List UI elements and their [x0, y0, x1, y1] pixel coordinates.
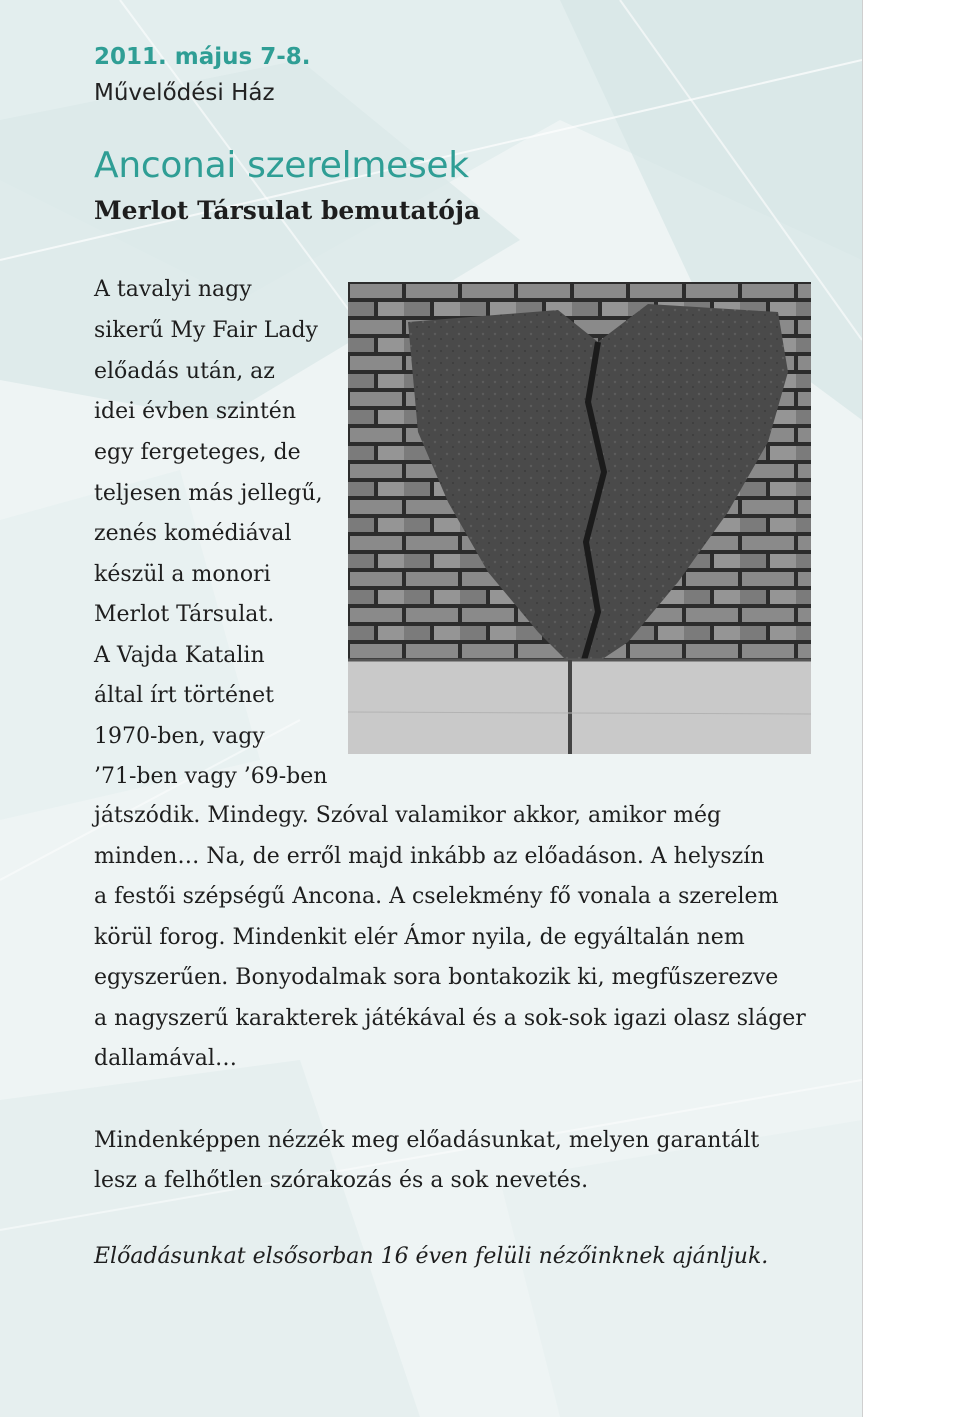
intro-line: ’71-ben vagy ’69-ben	[94, 764, 328, 789]
event-date: 2011. május 7-8.	[94, 44, 311, 70]
closing-line: lesz a felhőtlen szórakozás és a sok nevetés.	[94, 1168, 589, 1193]
intro-line: zenés komédiával	[94, 521, 292, 546]
body-line: a festői szépségű Ancona. A cselekmény fő vonala a szerelem	[94, 884, 779, 909]
intro-line: sikerű My Fair Lady	[94, 318, 318, 343]
intro-line: teljesen más jellegű,	[94, 481, 323, 506]
intro-line: 1970-ben, vagy	[94, 724, 265, 749]
intro-line: idei évben szintén	[94, 399, 296, 424]
brick-wall-photo	[348, 282, 811, 754]
brick-wall-image	[348, 282, 811, 754]
event-subtitle: Merlot Társulat bemutatója	[94, 196, 481, 225]
intro-line: által írt történet	[94, 683, 275, 708]
body-line: körül forog. Mindenkit elér Ámor nyila, de egyáltalán nem	[94, 925, 745, 950]
intro-line: előadás után, az	[94, 359, 275, 384]
body-line: a nagyszerű karakterek játékával és a sok-sok igazi olasz sláger	[94, 1006, 806, 1031]
body-line: egyszerűen. Bonyodalmak sora bontakozik ki, megfűszerezve	[94, 965, 779, 990]
age-recommendation: Előadásunkat elsősorban 16 éven felüli nézőinknek ajánljuk.	[94, 1244, 769, 1269]
intro-line: A tavalyi nagy	[94, 277, 252, 302]
intro-line: készül a monori	[94, 562, 271, 587]
intro-line: A Vajda Katalin	[94, 643, 265, 668]
body-line: minden… Na, de erről majd inkább az előadáson. A helyszín	[94, 844, 765, 869]
event-venue: Művelődési Ház	[94, 80, 275, 106]
intro-line: egy fergeteges, de	[94, 440, 301, 465]
sidebar	[862, 0, 960, 1417]
body-line: játszódik. Mindegy. Szóval valamikor akkor, amikor még	[94, 803, 722, 828]
intro-line: Merlot Társulat.	[94, 602, 275, 627]
closing-line: Mindenképpen nézzék meg előadásunkat, melyen garantált	[94, 1128, 760, 1153]
body-line: dallamával…	[94, 1046, 237, 1071]
event-title: Anconai szerelmesek	[94, 145, 469, 186]
